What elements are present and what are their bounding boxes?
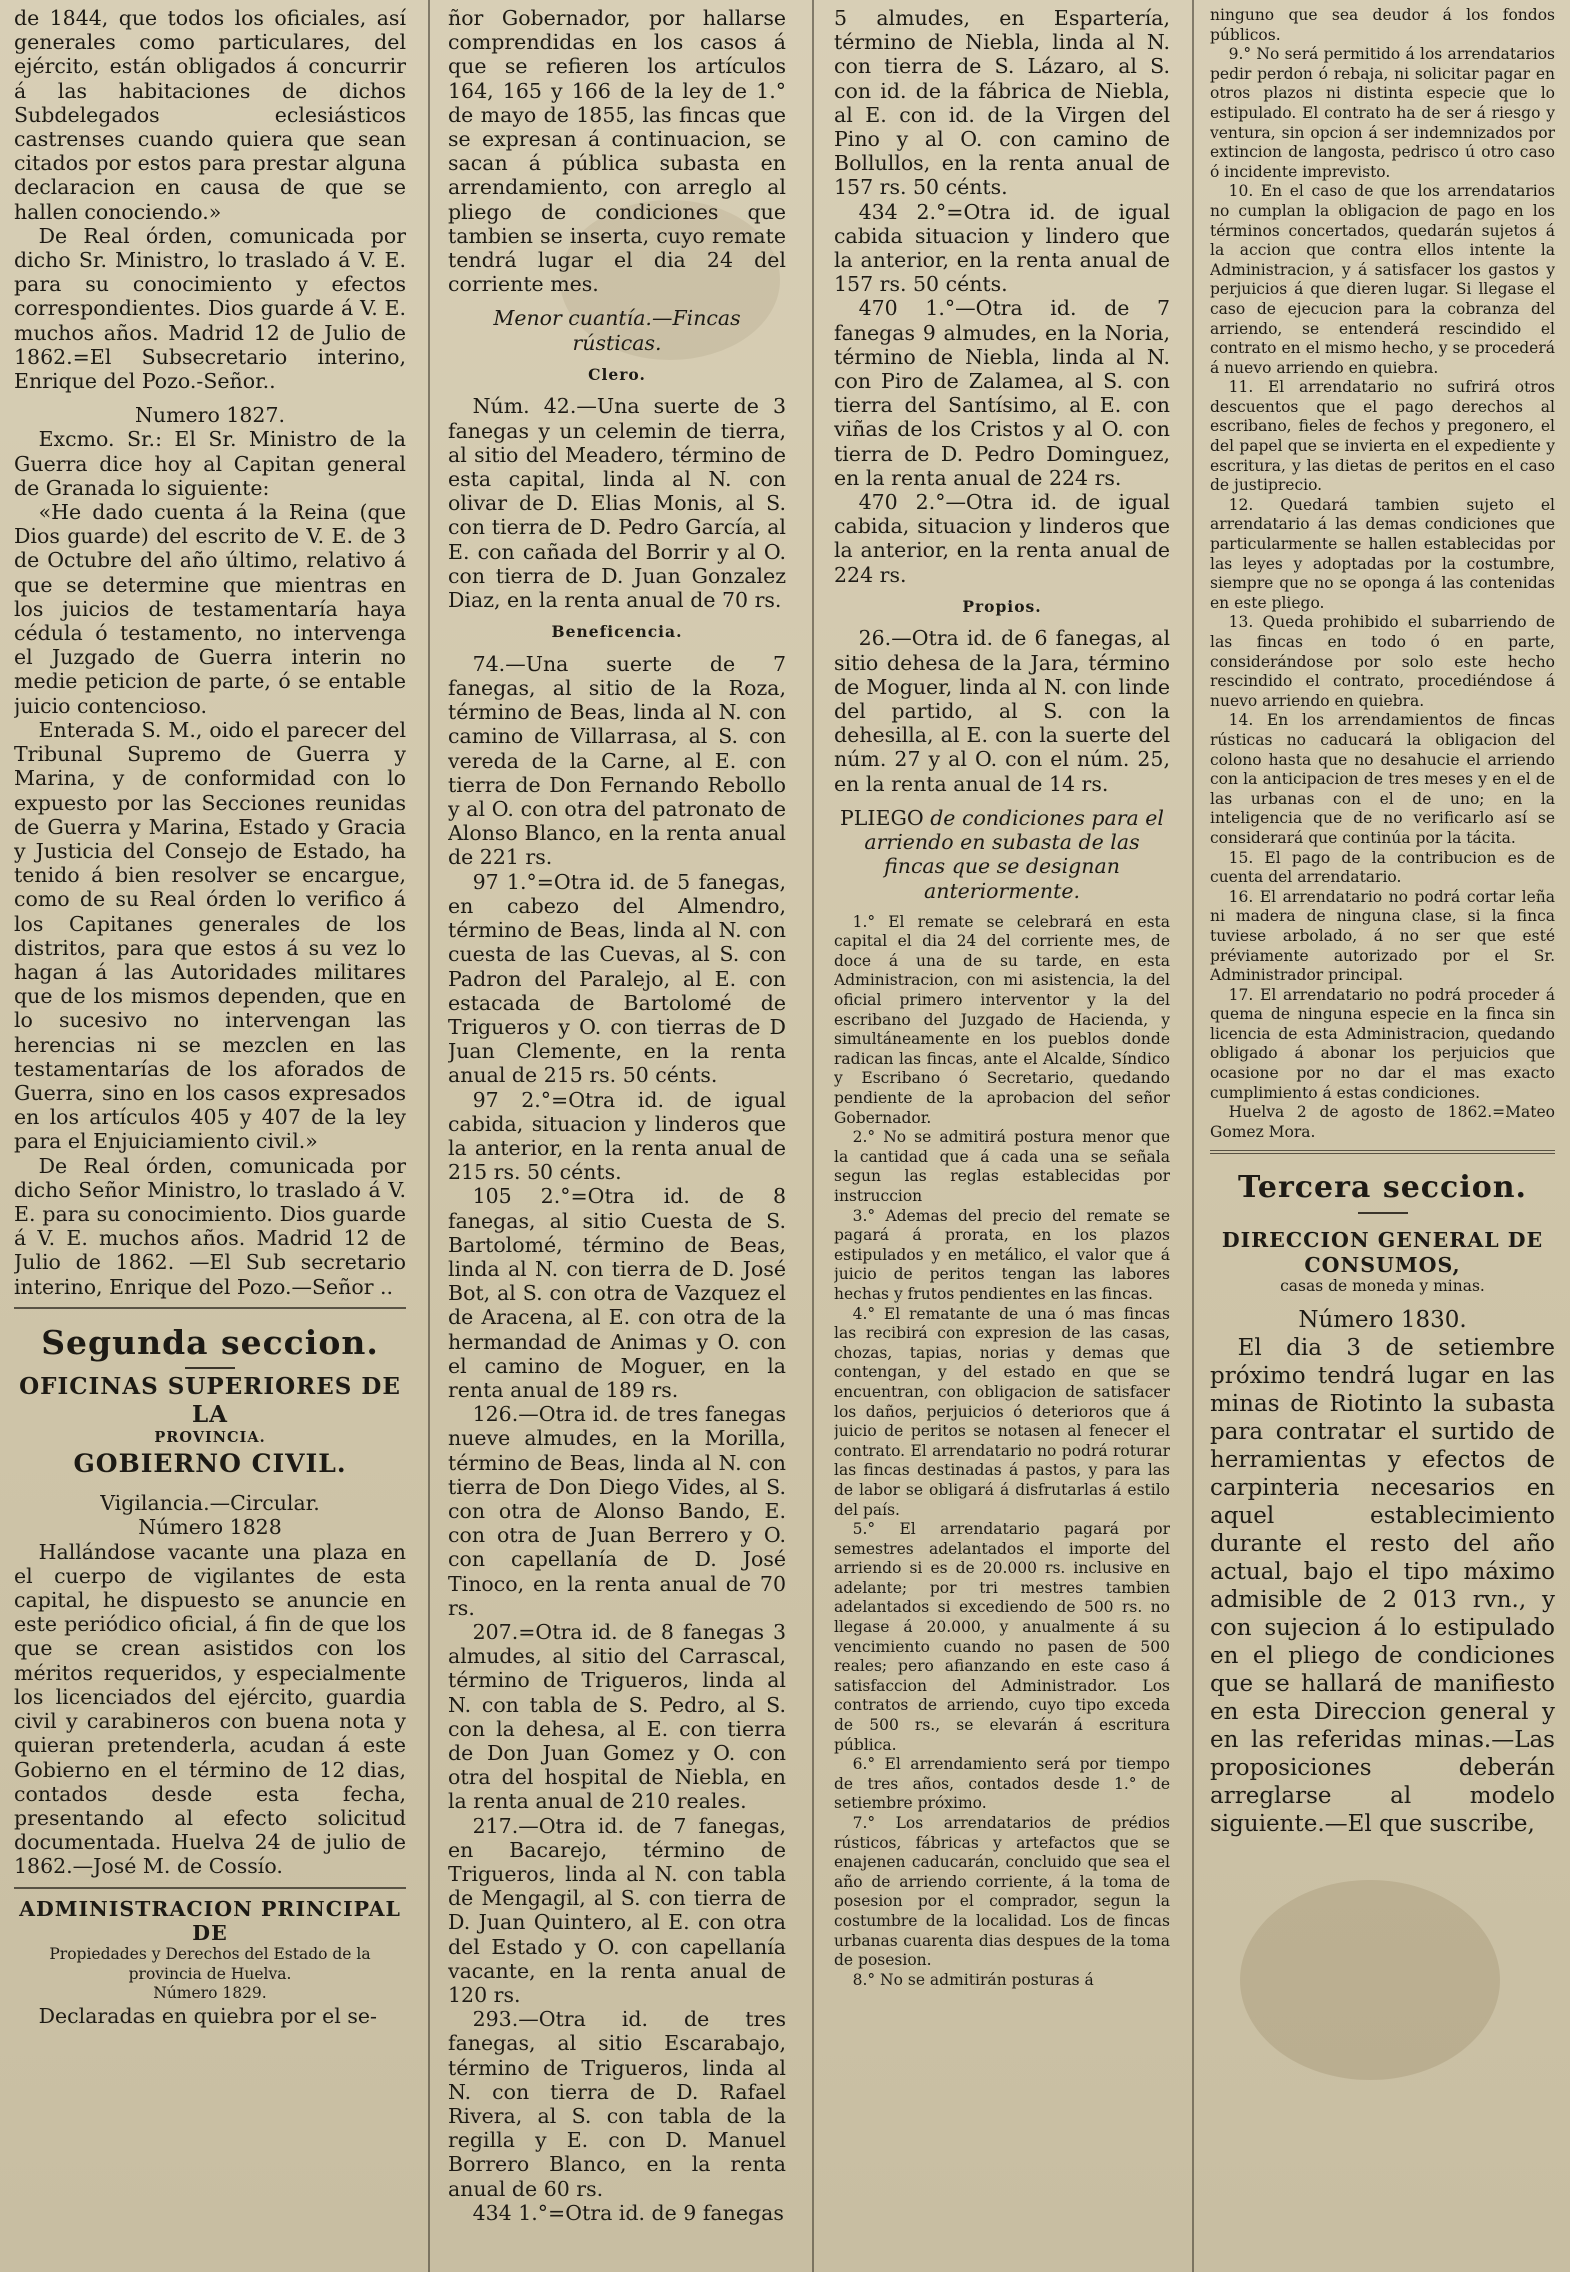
- paragraph: «He dado cuenta á la Reina (que Dios guarde) del escrito de V. E. de 3 de Octubre del año último, relativo á que se determine que mientras en los juicios de testamentaría haya cédula ó testamento, no intervenga el Juzgado de Guerra interin no medie peticion de parte, ó se entable juicio contencioso.: [14, 500, 406, 718]
- paragraph: 105 2.°=Otra id. de 8 fanegas, al sitio Cuesta de S. Bartolomé, término de Beas, linda al N. con tierra de D. José Bot, al S. con otra de Vazquez el de Aracena, al E. con otra de la hermandad de Animas y O. con el camino de Moguer, en la renta anual de 189 rs.: [448, 1184, 786, 1402]
- paragraph: Enterada S. M., oido el parecer del Tribunal Supremo de Guerra y Marina, y de conformidad con lo expuesto por las Secciones reunidas de Guerra y Marina, Estado y Gracia y Justicia del Consejo de Estado, ha tenido á bien resolver se encargue, como de su Real órden lo verifico á los Capitanes generales de los distritos, para que estos á su vez lo hagan á las Autoridades militares que de los mismos dependen, que en lo sucesivo no intervengan las herencias ni se mezclen en las testamentarías de los aforados de Guerra, sino en los casos expresados en los artículos 405 y 407 de la ley para el Enjuiciamiento civil.»: [14, 717, 406, 1154]
- category-heading: Propios.: [962, 596, 1042, 616]
- office-subheading: casas de moneda y minas.: [1280, 1276, 1485, 1295]
- condition: 10. En el caso de que los arrendatarios no cumplan la obligacion de pago en los términos concertados, quedarán sujetos á la accion que contra ellos intente la Administracion, y á satisfacer los gastos y perjuicios á que dieren lugar. Si llegase el caso de ejecucion para la cobranza del arriendo, se entenderá rescindido el contrato en el mismo hecho, y se procederá á nuevo arriendo en quiebra.: [1210, 182, 1555, 377]
- paragraph: de 1844, que todos los oficiales, así generales como particulares, del ejército, están obligados á concurrir á las habitaciones de dichos Subdelegados eclesiásticos castrenses cuando quiera que sean citados por estos para prestar alguna declaracion en causa de que se hallen conociendo.»: [14, 6, 406, 224]
- column-rule: [1192, 0, 1194, 2272]
- condition: 11. El arrendatario no sufrirá otros descuentos que el pago derechos al escribano, fieles de fechos y pregonero, el del papel que se invierta en el expediente y escritura, y las dietas de peritos en el caso de justiprecio.: [1210, 378, 1555, 495]
- condition: 13. Queda prohibido el subarriendo de las fincas en todo ó en parte, considerándose por solo este hecho rescindido el contrato, procediéndose á nuevo arriendo en quiebra.: [1210, 613, 1555, 710]
- condition: 4.° El rematante de una ó mas fincas las recibirá con expresion de las casas, chozas, tapias, norias y demas que contengan, y del estado en que se encuentran, con obligacion de satisfacer los daños, perjuicios ó deterioros que á juicio de peritos se notasen al fenecer el contrato. El arrendatario no podrá roturar las fincas destinadas á pastos, y para las de labor se obligará á disfrutarlas á estilo del país.: [834, 1304, 1170, 1519]
- category-heading: Clero.: [588, 364, 646, 384]
- condition: 12. Quedará tambien sujeto el arrendatario á las demas condiciones que particularmente se hallen establecidas por las leyes y adoptadas por la costumbre, siempre que no se oponga á las contenidas en este pliego.: [1210, 495, 1555, 612]
- condition: 15. El pago de la contribucion es de cuenta del arrendatario.: [1210, 848, 1555, 887]
- column-1: [14, 6, 406, 2266]
- condition: 1.° El remate se celebrará en esta capital el dia 24 del corriente mes, de doce á una de su tarde, en esta Administracion, con mi asistencia, la del oficial primero interventor y la del escribano del Juzgado de Hacienda, y simultáneamente en los pueblos donde radican las fincas, ante el Alcalde, Síndico y Escribano ó Secretario, quedando pendiente de la aprobacion del señor Gobernador.: [834, 912, 1170, 1127]
- notice-number: Numero 1827.: [134, 403, 286, 428]
- paragraph: De Real órden, comunicada por dicho Señor Ministro, lo traslado á V. E. para su conocimiento. Dios guarde á V. E. muchos años. Madrid 12 de Julio de 1862. —El Sub secretario interino, Enrique del Pozo.—Señor ..: [14, 1153, 406, 1299]
- paragraph: 207.=Otra id. de 8 fanegas 3 almudes, al sitio del Carrascal, término de Trigueros, linda al N. con tabla de S. Pedro, al S. con la dehesa, al E. con tierra de Don Juan Gomez y O. con otra del hospital de Niebla, en la renta anual de 210 reales.: [448, 1619, 786, 1814]
- pliego-subtitle: de condiciones para el arriendo en subasta de las fincas que se designan anteriormente.: [864, 805, 1164, 903]
- category-heading: Beneficencia.: [551, 622, 683, 642]
- paragraph: 26.—Otra id. de 6 fanegas, al sitio dehesa de la Jara, término de Moguer, linda al N. con linde del partido, al S. con la dehesilla, al E. con la suerte del núm. 27 y al O. con el núm. 25, en la renta anual de 14 rs.: [834, 626, 1170, 796]
- section-title: Tercera seccion.: [1238, 1170, 1527, 1206]
- paragraph: 434 2.°=Otra id. de igual cabida situacion y lindero que la anterior, en la renta anual de 157 rs. 50 cénts.: [834, 199, 1170, 297]
- paragraph: ninguno que sea deudor á los fondos públicos.: [1210, 6, 1555, 44]
- subheading: Menor cuantía.—Fincas rústicas.: [493, 306, 741, 355]
- condition: 16. El arrendatario no podrá cortar leña ni madera de ninguna clase, si la finca tuviese arbolado, á no ser que esté préviamente autorizado por el Sr. Administrador principal.: [1210, 887, 1555, 985]
- office-subheading: Propiedades y Derechos del Estado de la provincia de Huelva.: [49, 1944, 371, 1983]
- column-3: [834, 6, 1170, 2266]
- pliego-heading: [834, 806, 1170, 903]
- notice-number: Número 1830.: [1298, 1307, 1467, 1334]
- paragraph: 74.—Una suerte de 7 fanegas, al sitio de la Roza, término de Beas, linda al N. con camino de Villarrasa, al S. con vereda de la Carne, al E. con tierra de Don Fernando Rebollo y al O. con otra del patronato de Alonso Blanco, en la renta anual de 221 rs.: [448, 651, 786, 870]
- office-subheading: PROVINCIA.: [154, 1428, 266, 1446]
- paragraph: Excmo. Sr.: El Sr. Ministro de la Guerra dice hoy al Capitan general de Granada lo siguiente:: [14, 427, 406, 500]
- condition: 14. En los arrendamientos de fincas rústicas no caducará la obligacion del colono hasta que no desahucie el arriendo con la anticipacion de tres meses y en el de las urbanas con el de uno; en la inteligencia que de no verificarlo así se considerará que continúa por la tácita.: [1210, 711, 1555, 847]
- section-title: Segunda seccion.: [41, 1322, 379, 1362]
- column-4: [1210, 6, 1555, 2266]
- notice-subject: Vigilancia.—Circular.: [100, 1491, 320, 1516]
- paragraph: 217.—Otra id. de 7 fanegas, en Bacarejo, término de Trigueros, linda al N. con tabla de Mengagil, al S. con tierra de D. Juan Quintero, al E. con otra del Estado y O. con capellanía vacante, en la renta anual de 120 rs.: [448, 1813, 786, 2008]
- condition: 17. El arrendatario no podrá proceder á quema de ninguna especie en la finca sin licencia de esta Administracion, quedando obligado á abonar los perjuicios que ocasione por no dar el mas exacto cumplimiento á estas condiciones.: [1210, 985, 1555, 1102]
- divider: [1210, 1150, 1555, 1154]
- paragraph: 293.—Otra id. de tres fanegas, al sitio Escarabajo, término de Trigueros, linda al N. con tierra de D. Rafael Rivera, al S. con tabla de la regilla y E. con D. Manuel Borrero Blanco, en la renta anual de 60 rs.: [448, 2007, 786, 2201]
- column-rule: [812, 0, 814, 2272]
- pliego-label: PLIEGO: [840, 805, 924, 830]
- divider: [185, 1367, 235, 1369]
- condition: 9.° No será permitido á los arrendatarios pedir perdon ó rebaja, ni solicitar pagar en otros plazos ni distinta especie que lo estipulado. El contrato ha de ser á riesgo y ventura, sin opcion á ser indemnizados por extincion de langosta, pedrisco ú otro caso ó incidente imprevisto.: [1210, 45, 1555, 181]
- paragraph: 5 almudes, en Espartería, término de Niebla, linda al N. con tierra de S. Lázaro, al S. con id. de la fábrica de Niebla, al E. con id. de la Virgen del Pino y al O. con camino de Bollullos, en la renta anual de 157 rs. 50 cénts.: [834, 6, 1170, 200]
- paragraph: 470 1.°—Otra id. de 7 fanegas 9 almudes, en la Noria, término de Niebla, linda al N. con Piro de Zalamea, al S. con tierra del Santísimo, al E. con viñas de los Cristos y al O. con tierra de D. Pedro Dominguez, en la renta anual de 224 rs.: [834, 296, 1170, 490]
- paragraph: 126.—Otra id. de tres fanegas nueve almudes, en la Morilla, término de Beas, linda al N. con tierra de Don Diego Vides, al S. con otra de Alonso Bando, E. con otra de Juan Berrero y O. con capellanía de D. José Tinoco, en la renta anual de 70 rs.: [448, 1402, 786, 1620]
- office-heading: ADMINISTRACION PRINCIPAL DE: [19, 1896, 401, 1945]
- condition: 6.° El arrendamiento será por tiempo de tres años, contados desde 1.° de setiembre próximo.: [834, 1755, 1170, 1813]
- condition: 2.° No se admitirá postura menor que la cantidad que á cada una se señala segun las reglas establecidas por instruccion: [834, 1128, 1170, 1206]
- paragraph: Núm. 42.—Una suerte de 3 fanegas y un celemin de tierra, al sitio del Meadero, término de esta capital, linda al N. con olivar de D. Elias Monis, al S. con tierra de D. Pedro García, al E. con cañada del Borrir y al O. con tierra de D. Juan Gonzalez Diaz, en la renta anual de 70 rs.: [448, 394, 786, 613]
- divider: [1358, 1212, 1408, 1214]
- divider: [14, 1307, 406, 1309]
- signature-line: Huelva 2 de agosto de 1862.=Mateo Gomez Mora.: [1210, 1103, 1555, 1141]
- condition: 7.° Los arrendatarios de prédios rústicos, fábricas y artefactos que se enajenen caducarán, concluido que sea el año de arriendo corriente, á la toma de posesion por el comprador, segun la costumbre de la localidad. Los de fincas urbanas cuarenta dias despues de la toma de posesion.: [834, 1814, 1170, 1970]
- paragraph: 470 2.°—Otra id. de igual cabida, situacion y linderos que la anterior, en la renta anual de 224 rs.: [834, 490, 1170, 587]
- paragraph: 434 1.°=Otra id. de 9 fanegas: [472, 2200, 784, 2225]
- paragraph: ñor Gobernador, por hallarse comprendidas en los casos á que se refieren los artículos 164, 165 y 166 de la ley de 1.° de mayo de 1855, las fincas que se expresan á continuacion, se sacan á pública subasta en arrendamiento, con arreglo al pliego de condiciones que tambien se inserta, cuyo remate tendrá lugar el dia 24 del corriente mes.: [448, 6, 786, 297]
- column-rule: [428, 0, 430, 2272]
- paragraph: Declaradas en quiebra por el se-: [38, 2003, 377, 2028]
- notice-number: Número 1828: [138, 1515, 282, 1540]
- paragraph: 97 2.°=Otra id. de igual cabida, situacion y linderos que la anterior, en la renta anual de 215 rs. 50 cénts.: [448, 1087, 786, 1185]
- divider: [14, 1887, 406, 1889]
- paragraph: De Real órden, comunicada por dicho Sr. Ministro, lo traslado á V. E. para su conocimiento y efectos correspondientes. Dios guarde á V. E. muchos años. Madrid 12 de Julio de 1862.=El Subsecretario interino, Enrique del Pozo.-Señor..: [14, 223, 406, 394]
- department-heading: GOBIERNO CIVIL.: [73, 1449, 347, 1479]
- office-heading: OFICINAS SUPERIORES DE LA: [19, 1372, 401, 1428]
- paragraph: 97 1.°=Otra id. de 5 fanegas, en cabezo del Almendro, término de Beas, linda al N. con cuesta de las Cuevas, al S. con Padron del Paralejo, al E. con estacada de Bartolomé de Trigueros y O. con tierras de D Juan Clemente, en la renta anual de 215 rs. 50 cénts.: [448, 869, 786, 1088]
- office-heading: DIRECCION GENERAL DE CONSUMOS,: [1221, 1228, 1544, 1277]
- column-2: [448, 6, 786, 2266]
- paragraph: El dia 3 de setiembre próximo tendrá lugar en las minas de Riotinto la subasta para contratar el surtido de herramientas y efectos de carpinteria necesarios en aquel establecimiento durante el resto del año actual, bajo el tipo máximo admisible de 2 013 rvn., y con sujecion á lo estipulado en el pliego de condiciones que se hallará de manifiesto en esta Direccion general y en las referidas minas.—Las proposiciones deberán arreglarse al modelo siguiente.—El que suscribe,: [1210, 1335, 1555, 1838]
- condition: 5.° El arrendatario pagará por semestres adelantados el importe del arriendo si es de 20.000 rs. inclusive en adelante; por tri mestres tambien adelantados si excediendo de 500 rs. no llegase á 20.000, y anualmente á su vencimiento cuando no pasen de 500 reales; pero afianzando en este caso á satisfaccion del Administrador. Los contratos de arriendo, cuyo tipo exceda de 500 rs., se elevarán á escritura pública.: [834, 1520, 1170, 1754]
- notice-number: Número 1829.: [153, 1984, 267, 2003]
- condition: 8.° No se admitirán posturas á: [852, 1970, 1094, 1989]
- condition: 3.° Ademas del precio del remate se pagará á prorata, en los plazos estipulados y en metálico, el valor que á juicio de peritos tengan las labores hechas y frutos pendientes en las fincas.: [834, 1206, 1170, 1303]
- paragraph: Hallándose vacante una plaza en el cuerpo de vigilantes de esta capital, he dispuesto se anuncie en este periódico oficial, á fin de que los que se crean asistidos con los méritos requeridos, y especialmente los licenciados del ejército, guardia civil y carabineros con buena nota y quieran pretenderla, acudan á este Gobierno en el término de 12 dias, contados desde esta fecha, presentando al efecto solicitud documentada. Huelva 24 de julio de 1862.—José M. de Cossío.: [14, 1539, 406, 1879]
